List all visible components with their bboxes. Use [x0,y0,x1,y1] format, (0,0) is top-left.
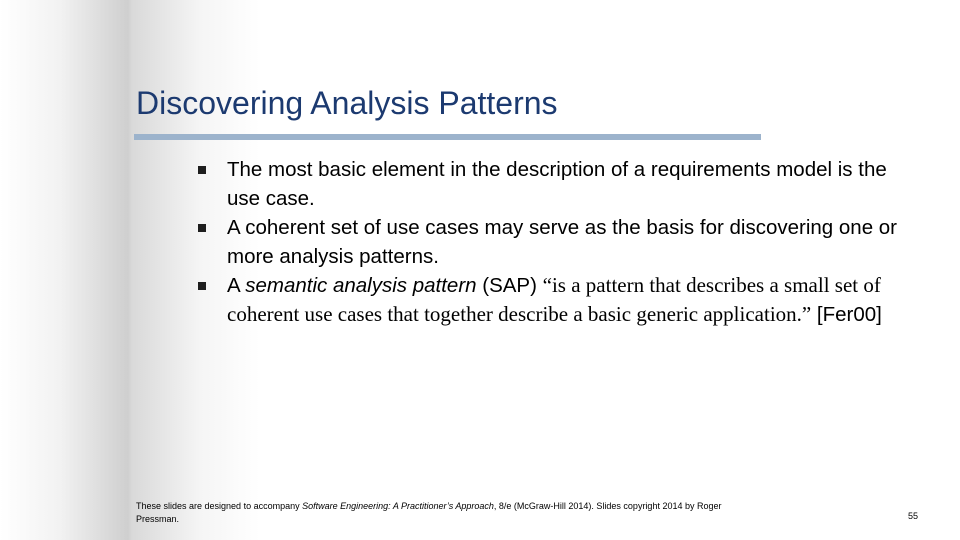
page-number: 55 [908,511,919,521]
bullet-item [198,271,898,329]
bullet-list [198,155,898,329]
slide-title: Discovering Analysis Patterns [136,85,558,121]
footer-suffix: , 8/e (McGraw-Hill 2014). Slides copyright 2014 by Roger Pressman. [136,501,722,524]
sap-abbreviation: (SAP) [476,274,543,297]
bullet-text-lead: A [227,274,246,297]
title-underline [134,134,761,140]
footer-copyright [136,500,736,526]
bullet-text: The most basic element in the description of a requirements model is the use case. [227,158,887,210]
square-bullet-icon [198,166,206,174]
footer-prefix: These slides are designed to accompany [136,501,303,511]
square-bullet-icon [198,282,206,290]
sap-term: semantic analysis pattern [245,274,477,297]
sap-quote: “is a pattern that describes a small set of coherent use cases that together describe a basic generic application.” [227,273,881,326]
bullet-item [198,155,898,213]
bullet-item [198,213,898,271]
square-bullet-icon [198,224,206,232]
footer-book-title: Software Engineering: A Practitioner’s Approach [302,501,494,511]
citation: [Fer00] [811,303,882,326]
bullet-text: A coherent set of use cases may serve as the basis for discovering one or more analysis patterns. [227,216,898,268]
